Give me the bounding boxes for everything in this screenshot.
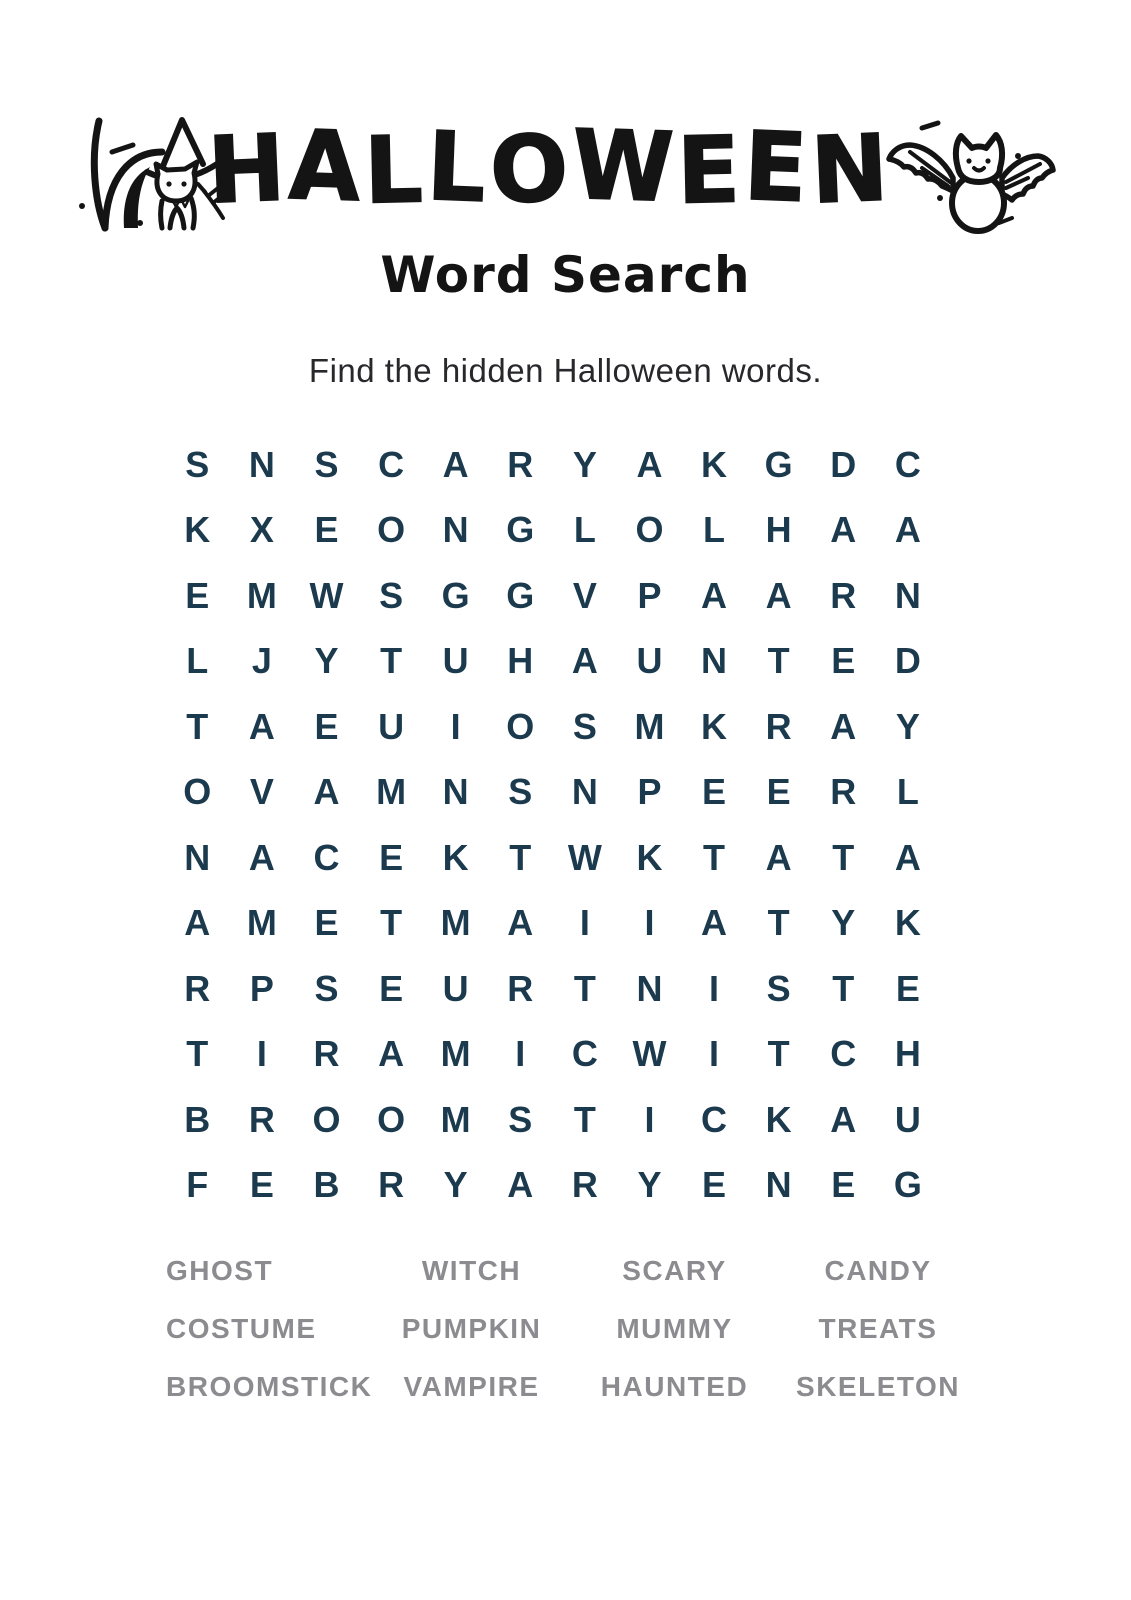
grid-letter: A [507, 1164, 534, 1206]
grid-letter: I [644, 1098, 655, 1140]
grid-letter: A [507, 902, 534, 944]
title-letter: L [363, 116, 429, 225]
grid-letter: M [440, 902, 471, 944]
grid-letter: M [246, 902, 277, 944]
grid-letter: B [184, 1098, 211, 1140]
title-letter: H [205, 114, 292, 225]
grid-letter: A [830, 705, 857, 747]
word-list-item: WITCH [421, 1255, 522, 1286]
title-letter: E [676, 116, 746, 225]
grid-letter: J [251, 640, 272, 682]
grid-letter: R [571, 1164, 598, 1206]
word-list [150, 1242, 980, 1416]
grid-letter: R [765, 705, 792, 747]
grid-letter: D [830, 443, 857, 485]
grid-letter: U [894, 1098, 921, 1140]
grid-letter: H [765, 509, 792, 551]
grid-letter: T [509, 836, 532, 878]
word-list-item: VAMPIRE [403, 1371, 540, 1402]
grid-letter: C [701, 1098, 728, 1140]
grid-letter: C [571, 1033, 598, 1075]
grid-letter: W [632, 1033, 667, 1075]
grid-letter: C [894, 443, 921, 485]
grid-letter: K [184, 509, 211, 551]
grid-letter: O [377, 509, 406, 551]
grid-letter: E [379, 967, 404, 1009]
word-list-item: CANDY [824, 1255, 932, 1286]
grid-letter: E [702, 1164, 727, 1206]
grid-letter: E [314, 509, 339, 551]
grid-letter: E [379, 836, 404, 878]
grid-letter: E [766, 771, 791, 813]
grid-letter: T [767, 902, 790, 944]
word-list-item: MUMMY [616, 1313, 733, 1344]
grid-letter: K [765, 1098, 792, 1140]
grid-letter: Y [637, 1164, 662, 1206]
grid-letter: V [572, 574, 597, 616]
grid-letter: I [644, 902, 655, 944]
grid-letter: M [440, 1098, 471, 1140]
grid-letter: O [635, 509, 664, 551]
grid-letter: A [765, 836, 792, 878]
title-letter: A [287, 109, 367, 224]
grid-letter: S [508, 1098, 533, 1140]
grid-letter: I [450, 705, 461, 747]
grid-letter: W [567, 836, 602, 878]
grid-letter: S [314, 967, 339, 1009]
grid-letter: N [184, 836, 211, 878]
word-list-item: BROOMSTICK [166, 1371, 373, 1402]
grid-letter: U [442, 640, 469, 682]
grid-letter: X [249, 509, 274, 551]
bat-icon [866, 116, 1061, 241]
grid-letter: R [313, 1033, 340, 1075]
title-letter: L [424, 111, 492, 224]
grid-letter: N [442, 771, 469, 813]
grid-letter: T [703, 836, 726, 878]
grid-letter: R [248, 1098, 275, 1140]
title-letter: E [742, 111, 814, 224]
grid-letter: H [894, 1033, 921, 1075]
grid-letter: A [765, 574, 792, 616]
grid-letter: H [507, 640, 534, 682]
grid-letter: I [256, 1033, 267, 1075]
grid-letter: Y [314, 640, 339, 682]
grid-letter: S [314, 443, 339, 485]
grid-letter: N [636, 967, 663, 1009]
grid-letter: A [830, 509, 857, 551]
grid-letter: W [309, 574, 344, 616]
grid-letter: F [186, 1164, 209, 1206]
word-list-item: HAUNTED [600, 1371, 749, 1402]
grid-letter: O [312, 1098, 341, 1140]
grid-letter: G [764, 443, 793, 485]
grid-letter: S [766, 967, 791, 1009]
grid-letter: N [701, 640, 728, 682]
word-list-item: GHOST [166, 1255, 274, 1286]
grid-letter: T [380, 640, 403, 682]
grid-letter: E [831, 640, 856, 682]
grid-letter: O [377, 1098, 406, 1140]
grid-letter: Y [443, 1164, 468, 1206]
grid-letter: C [313, 836, 340, 878]
grid-letter: O [183, 771, 212, 813]
grid-letter: A [894, 836, 921, 878]
grid-letter: T [380, 902, 403, 944]
grid-letter: E [895, 967, 920, 1009]
page-subtitle: Word Search [380, 246, 751, 304]
grid-letter: U [442, 967, 469, 1009]
grid-letter: R [830, 771, 857, 813]
grid-letter: K [636, 836, 663, 878]
grid-letter: K [701, 705, 728, 747]
grid-letter: P [637, 771, 662, 813]
grid-letter: E [831, 1164, 856, 1206]
grid-letter: L [186, 640, 209, 682]
grid-letter: T [573, 1098, 596, 1140]
grid-letter: A [313, 771, 340, 813]
grid-letter: A [636, 443, 663, 485]
grid-letter: M [634, 705, 665, 747]
grid-letter: T [186, 1033, 209, 1075]
word-list-item: SCARY [622, 1255, 727, 1286]
word-list-item: COSTUME [166, 1313, 317, 1344]
grid-letter: A [894, 509, 921, 551]
grid-letter: T [767, 1033, 790, 1075]
grid-letter: M [376, 771, 407, 813]
grid-letter: I [579, 902, 590, 944]
grid-letter: K [894, 902, 921, 944]
grid-letter: K [442, 836, 469, 878]
grid-letter: A [184, 902, 211, 944]
grid-letter: T [186, 705, 209, 747]
grid-letter: B [313, 1164, 340, 1206]
grid-letter: L [573, 509, 596, 551]
grid-letter: P [637, 574, 662, 616]
grid-letter: S [185, 443, 210, 485]
grid-letter: A [701, 574, 728, 616]
grid-letter: E [185, 574, 210, 616]
grid-letter: I [709, 1033, 720, 1075]
grid-letter: E [249, 1164, 274, 1206]
grid-letter: E [314, 902, 339, 944]
grid-letter: A [378, 1033, 405, 1075]
grid-letter: N [248, 443, 275, 485]
grid-letter: R [184, 967, 211, 1009]
grid-letter: A [571, 640, 598, 682]
grid-letter: G [893, 1164, 922, 1206]
grid-letter: T [832, 836, 855, 878]
grid-letter: C [378, 443, 405, 485]
grid-letter: R [507, 967, 534, 1009]
grid-letter: A [830, 1098, 857, 1140]
grid-letter: R [830, 574, 857, 616]
title-letter: W [570, 109, 680, 224]
grid-letter: D [894, 640, 921, 682]
grid-letter: S [572, 705, 597, 747]
grid-letter: Y [895, 705, 920, 747]
grid-letter: E [314, 705, 339, 747]
grid-letter: M [440, 1033, 471, 1075]
grid-letter: E [702, 771, 727, 813]
grid-letter: I [515, 1033, 526, 1075]
grid-letter: G [506, 574, 535, 616]
grid-letter: A [442, 443, 469, 485]
grid-letter: M [246, 574, 277, 616]
grid-letter: T [767, 640, 790, 682]
grid-letter: P [249, 967, 274, 1009]
grid-letter: C [830, 1033, 857, 1075]
word-list-item: SKELETON [796, 1371, 960, 1402]
grid-letter: U [636, 640, 663, 682]
grid-letter: Y [831, 902, 856, 944]
grid-letter: L [703, 509, 726, 551]
grid-letter: N [765, 1164, 792, 1206]
grid-letter: R [378, 1164, 405, 1206]
grid-letter: O [506, 705, 535, 747]
grid-letter: I [709, 967, 720, 1009]
grid-letter: N [894, 574, 921, 616]
grid-letter: T [573, 967, 596, 1009]
grid-letter: S [508, 771, 533, 813]
grid-letter: A [701, 902, 728, 944]
instruction-text: Find the hidden Halloween words. [308, 352, 823, 389]
word-list-item: PUMPKIN [401, 1313, 542, 1344]
grid-letter: S [379, 574, 404, 616]
title-letter: N [808, 114, 895, 225]
word-list-item: TREATS [818, 1313, 938, 1344]
grid-letter: K [701, 443, 728, 485]
grid-letter: Y [572, 443, 597, 485]
grid-letter: G [506, 509, 535, 551]
word-search-grid [165, 432, 940, 1218]
grid-letter: T [832, 967, 855, 1009]
grid-letter: N [571, 771, 598, 813]
grid-letter: R [507, 443, 534, 485]
grid-letter: A [248, 836, 275, 878]
grid-letter: G [441, 574, 470, 616]
grid-letter: A [248, 705, 275, 747]
title-letter: O [487, 114, 574, 225]
grid-letter: V [249, 771, 274, 813]
grid-letter: U [378, 705, 405, 747]
grid-letter: N [442, 509, 469, 551]
grid-letter: L [896, 771, 919, 813]
